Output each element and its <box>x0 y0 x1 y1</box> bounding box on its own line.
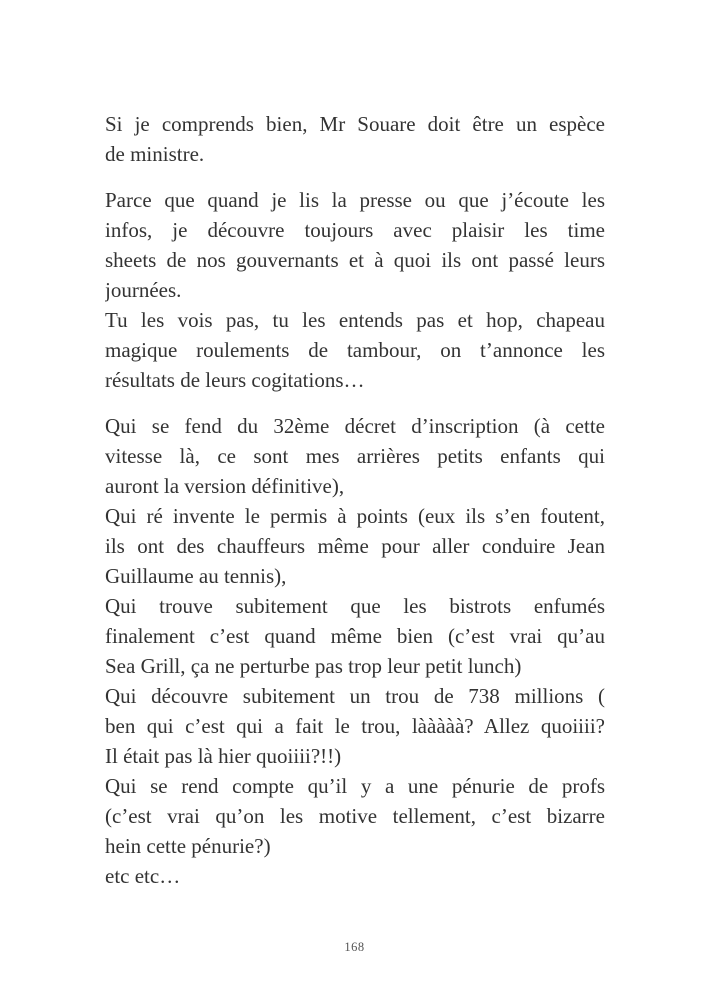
text-line: infos, je découvre toujours avec plaisir les time <box>105 218 605 242</box>
paragraph <box>105 411 605 501</box>
text-line: Qui se rend compte qu’il y a une pénurie de profs <box>105 774 605 798</box>
text-line: Qui découvre subitement un trou de 738 millions ( <box>105 684 605 708</box>
paragraph <box>105 501 605 591</box>
text-line: de ministre. <box>105 142 205 166</box>
text-line: Qui se fend du 32ème décret d’inscription (à cette <box>105 414 605 438</box>
page-text <box>105 109 605 891</box>
paragraph <box>105 109 605 169</box>
text-line: Qui trouve subitement que les bistrots enfumés <box>105 594 605 618</box>
text-line: finalement c’est quand même bien (c’est vrai qu’au <box>105 624 605 648</box>
paragraph <box>105 771 605 861</box>
text-line: résultats de leurs cogitations… <box>105 368 365 392</box>
text-line: sheets de nos gouvernants et à quoi ils ont passé leurs <box>105 248 605 272</box>
text-line: ils ont des chauffeurs même pour aller conduire Jean <box>105 534 605 558</box>
text-line: (c’est vrai qu’on les motive tellement, c’est bizarre <box>105 804 605 828</box>
text-line: hein cette pénurie?) <box>105 834 271 858</box>
text-line: Sea Grill, ça ne perturbe pas trop leur petit lunch) <box>105 654 522 678</box>
text-line: Guillaume au tennis), <box>105 564 287 588</box>
text-line: magique roulements de tambour, on t’annonce les <box>105 338 605 362</box>
paragraph <box>105 591 605 681</box>
text-line: Parce que quand je lis la presse ou que j’écoute les <box>105 188 605 212</box>
text-line: ben qui c’est qui a fait le trou, lààààà? Allez quoiiii? <box>105 714 605 738</box>
text-line: Il était pas là hier quoiiii?!!) <box>105 744 342 768</box>
paragraph <box>105 681 605 771</box>
text-line: auront la version définitive), <box>105 474 345 498</box>
page-number: 168 <box>344 940 365 954</box>
text-line: Tu les vois pas, tu les entends pas et hop, chapeau <box>105 308 605 332</box>
text-line: Si je comprends bien, Mr Souare doit être un espèce <box>105 112 605 136</box>
text-line: Qui ré invente le permis à points (eux ils s’en foutent, <box>105 504 605 528</box>
text-line: journées. <box>105 278 182 302</box>
paragraph <box>105 305 605 395</box>
text-line: etc etc… <box>105 864 181 888</box>
paragraph <box>105 861 605 891</box>
text-line: vitesse là, ce sont mes arrières petits enfants qui <box>105 444 605 468</box>
paragraph <box>105 185 605 305</box>
